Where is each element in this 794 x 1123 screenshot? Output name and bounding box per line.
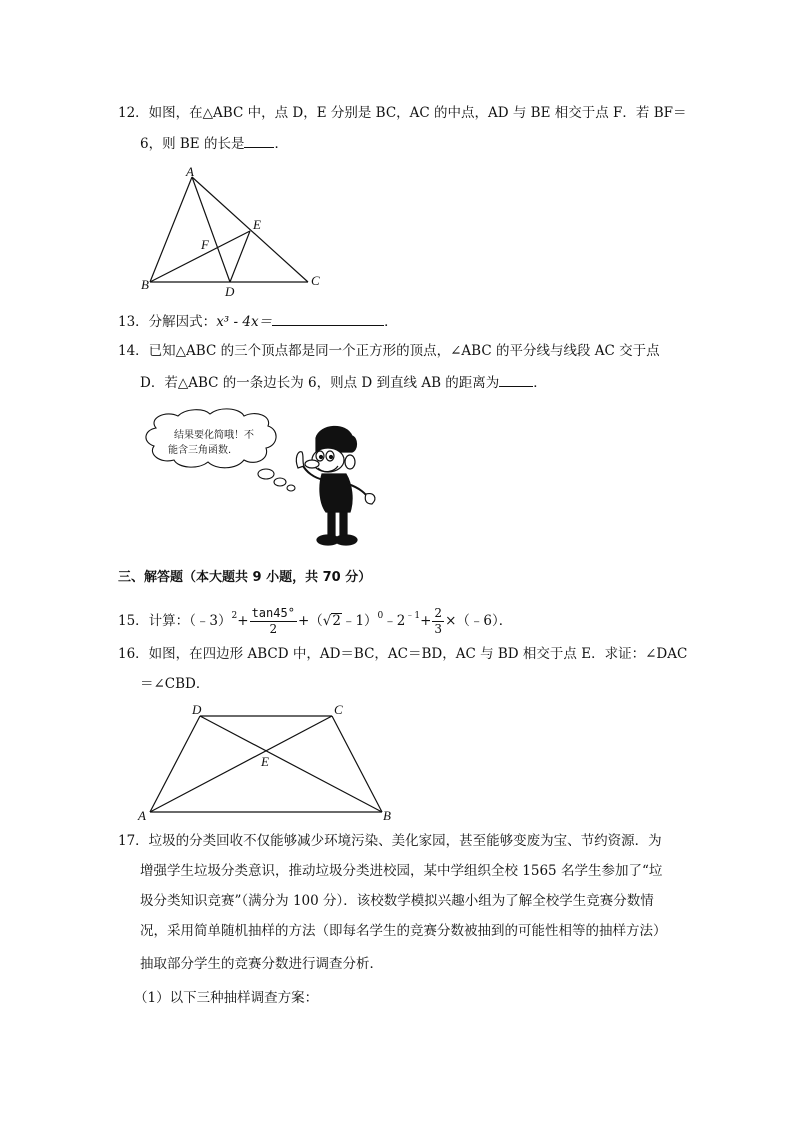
q14-line2-end: ． (533, 375, 547, 391)
q16-line1: 16．如图，在四边形 ABCD 中，AD＝BC，AC＝BD，AC 与 BD 相交于点 E．求证：∠DAC (118, 646, 688, 662)
answer-blank (244, 133, 274, 148)
q15-frac2-num: 2 (434, 606, 443, 620)
q12-line2-end: ． (274, 136, 288, 152)
q12-line1: 12．如图，在△ABC 中，点 D，E 分别是 BC，AC 的中点，AD 与 BE 相交于点 F．若 BF＝ (118, 105, 687, 121)
label-d: D (225, 284, 235, 299)
trapezoid-abcd-figure (136, 702, 398, 824)
q12-line2 (140, 133, 288, 154)
q14-line2 (140, 372, 547, 393)
q16-line2: ＝∠CBD． (140, 676, 210, 692)
label-a: A (186, 164, 194, 179)
section-3-title: 三、解答题（本大题共 9 小题，共 70 分） (118, 570, 372, 585)
cartoon-hint-figure (138, 408, 378, 556)
q15-frac-den: 2 (269, 622, 278, 636)
q17-line1: 17．垃圾的分类回收不仅能够减少环境污染、美化家园，甚至能够变废为宝、节约资源．为 (118, 833, 662, 849)
label-d: D (192, 702, 202, 717)
answer-blank (272, 311, 384, 326)
bubble-text-1: 结果要化简哦！不 (174, 430, 254, 441)
q17-line4: 况，采用简单随机抽样的方法（即每名学生的竞赛分数被抽到的可能性相等的抽样方法） (140, 923, 667, 939)
label-e: E (253, 217, 261, 232)
q15-frac-num: tan45° (251, 606, 295, 620)
label-c: C (334, 702, 343, 717)
q15-fraction-2-3 (432, 606, 444, 637)
label-b: B (383, 808, 391, 823)
q15-exp2: 2 (231, 611, 238, 621)
q13-expr: x³ - 4x＝ (216, 314, 273, 330)
bubble-text-2: 能含三角函数. (168, 445, 232, 456)
answer-blank (499, 372, 533, 387)
q15-prefix: 15．计算：（﹣3） (118, 613, 232, 629)
q15-part4: ﹣2 (383, 613, 406, 629)
label-e: E (261, 754, 269, 769)
q15-plus1: + (237, 613, 249, 629)
cartoon-character-icon (296, 426, 375, 545)
q15-part5: ×（﹣6）． (445, 613, 513, 629)
q15-exp0: 0 (377, 611, 384, 621)
q13-line (118, 311, 398, 332)
q14-line1: 14．已知△ABC 的三个顶点都是同一个正方形的顶点，∠ABC 的平分线与线段 AC 交于点 (118, 343, 660, 359)
q15-line: 15．计算：（﹣3）$^2$+ $\frac{\tan 45^\circ}{2}$ $+(√2﹣1)^0﹣2^{﹣1}+$ $\frac{2}{3}$ ×（﹣6）． (118, 606, 513, 636)
q13-suffix: ． (384, 314, 398, 330)
q15-expm1: ﹣1 (405, 611, 421, 621)
q13-prefix: 13．分解因式： (118, 314, 217, 330)
q17-line5: 抽取部分学生的竞赛分数进行调查分析． (140, 956, 383, 972)
q15-part2: +（ (297, 613, 323, 629)
q12-line2-text: 6，则 BE 的长是 (140, 136, 245, 152)
q17-line6: （1）以下三种抽样调查方案： (134, 990, 319, 1006)
label-a: A (138, 808, 146, 823)
q15-frac2-den: 3 (434, 622, 443, 636)
label-f: F (201, 237, 209, 252)
triangle-abc-figure (140, 165, 330, 300)
label-c: C (311, 273, 320, 288)
q17-line3: 圾分类知识竞赛”（满分为 100 分）．该校数学模拟兴趣小组为了解全校学生竞赛分数情 (140, 893, 654, 909)
q14-line2-text: D．若△ABC 的一条边长为 6，则点 D 到直线 AB 的距离为 (140, 375, 500, 391)
label-b: B (141, 277, 149, 292)
q15-fraction-tan (250, 606, 297, 637)
q15-sqrt-value: 2 (332, 613, 341, 629)
q15-plus2: + (420, 613, 432, 629)
q17-line2: 增强学生垃圾分类意识，推动垃圾分类进校园，某中学组织全校 1565 名学生参加了“垃 (140, 863, 663, 879)
q15-part3: ﹣1） (341, 613, 378, 629)
